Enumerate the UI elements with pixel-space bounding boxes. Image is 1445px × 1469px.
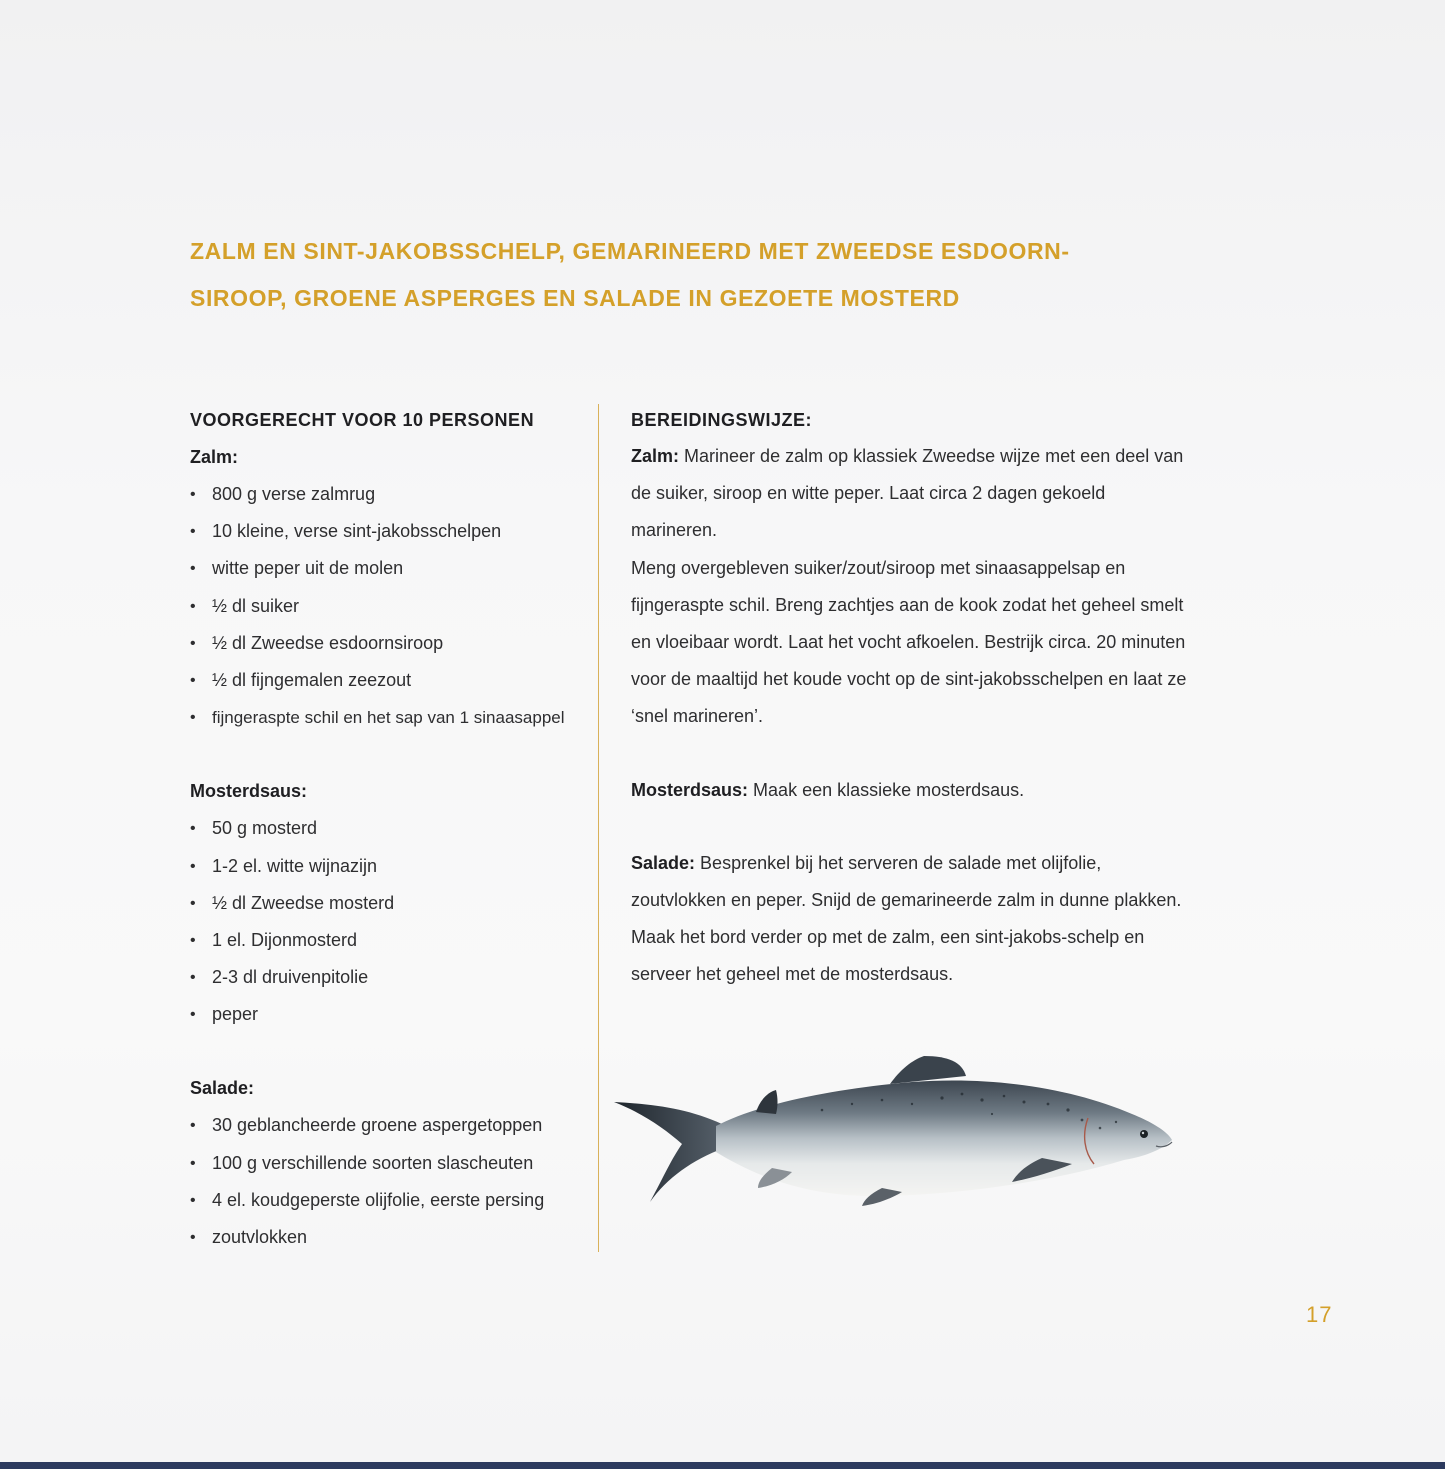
zalm-method-label: Zalm:	[631, 446, 680, 466]
list-item: • 100 g verschillende soorten slascheuten	[190, 1145, 590, 1182]
bullet-icon: •	[190, 634, 196, 652]
bullet-icon: •	[190, 597, 196, 615]
method-heading: BEREIDINGSWIJZE:	[631, 410, 813, 430]
ingredients-column	[190, 402, 590, 1256]
zalm-method-continued: Meng overgebleven suiker/zout/siroop met sinaasappelsap en fijngeraspte schil. Breng zachtjes aan de kook zodat het geheel smelt en vloeibaar wordt. Laat het vocht afkoelen. Bestrijk circa. 20 minuten voor de maaltijd het koude vocht op de sint-jakobsschelpen en laat ze ‘snel marineren’.	[631, 557, 1187, 727]
bullet-icon: •	[190, 1229, 196, 1246]
column-divider	[598, 404, 599, 1252]
zalm-method-text: Marineer de zalm op klassiek Zweedse wijze met een deel van de suiker, siroop en witte peper. Laat circa 2 dagen gekoeld marineren.	[631, 446, 1184, 541]
dorsal-fin-icon	[890, 1056, 966, 1084]
servings-heading: VOORGERECHT VOOR 10 PERSONEN	[190, 410, 535, 430]
zalm-ingredients-label: Zalm:	[190, 447, 239, 467]
tail-fin-icon	[614, 1102, 724, 1202]
mosterdsaus-ingredients-label: Mosterdsaus:	[190, 781, 308, 802]
bullet-icon: •	[190, 523, 196, 541]
page-number: 17	[1306, 1302, 1333, 1327]
list-item: • 4 el. koudgeperste olijfolie, eerste persing	[190, 1182, 590, 1219]
bullet-icon: •	[190, 969, 196, 987]
list-item: • witte peper uit de molen	[190, 550, 590, 587]
list-item: • 1 el. Dijonmosterd	[190, 922, 590, 959]
list-item: • ½ dl Zweedse esdoornsiroop	[190, 625, 590, 662]
bullet-icon: •	[190, 1191, 196, 1209]
cover-edge	[0, 1462, 1445, 1469]
list-item: • 1-2 el. witte wijnazijn	[190, 848, 590, 885]
bullet-icon: •	[190, 820, 196, 838]
bullet-icon: •	[190, 1006, 196, 1024]
list-item: • 800 g verse zalmrug	[190, 476, 590, 513]
mosterdsaus-method-text: Maak een klassieke mosterdsaus.	[753, 779, 1025, 800]
salade-method-text: Besprenkel bij het serveren de salade met olijfolie, zoutvlokken en peper. Snijd de gemarineerde zalm in dunne plakken. Maak het bord verder op met de zalm, een sint-jakobs-schelp en serveer het geheel met de mosterdsaus.	[631, 852, 1182, 985]
bullet-icon: •	[190, 1154, 196, 1172]
bullet-icon: •	[190, 671, 196, 689]
list-item: • 30 geblancheerde groene aspergetoppen	[190, 1107, 590, 1144]
bullet-icon: •	[190, 894, 196, 912]
zalm-ingredients-list	[190, 476, 590, 736]
list-item: • 2-3 dl druivenpitolie	[190, 959, 590, 996]
bullet-icon: •	[190, 709, 196, 727]
list-item: • fijngeraspte schil en het sap van 1 sinaasappel	[190, 699, 590, 736]
method-column	[631, 402, 1191, 994]
recipe-title	[190, 228, 1150, 322]
recipe-title-line-1: ZALM EN SINT-JAKOBSSCHELP, GEMARINEERD MET ZWEEDSE ESDOORN-	[190, 238, 1070, 264]
salade-method	[631, 845, 1191, 994]
salade-ingredients-list	[190, 1107, 590, 1256]
list-item: • peper	[190, 996, 590, 1033]
bullet-icon: •	[190, 1117, 196, 1135]
bullet-icon: •	[190, 486, 196, 503]
list-item: • 50 g mosterd	[190, 810, 590, 847]
list-item: • ½ dl fijngemalen zeezout	[190, 662, 590, 699]
salade-ingredients-label: Salade:	[190, 1078, 255, 1099]
list-item: • ½ dl suiker	[190, 588, 590, 625]
bullet-icon: •	[190, 931, 196, 949]
eye-icon	[1140, 1130, 1148, 1138]
bullet-icon: •	[190, 857, 196, 875]
list-item: • zoutvlokken	[190, 1219, 590, 1256]
list-item: • ½ dl Zweedse mosterd	[190, 885, 590, 922]
mosterdsaus-method	[631, 772, 1191, 809]
fish-body-icon	[716, 1080, 1172, 1196]
salade-method-label: Salade:	[631, 852, 696, 873]
salmon-illustration	[612, 1048, 1178, 1208]
mosterdsaus-method-label: Mosterdsaus:	[631, 779, 749, 800]
recipe-title-line-2: SIROOP, GROENE ASPERGES EN SALADE IN GEZOETE MOSTERD	[190, 285, 960, 311]
bullet-icon: •	[190, 560, 196, 578]
mosterdsaus-ingredients-list	[190, 810, 590, 1033]
zalm-method	[631, 438, 1191, 550]
list-item: • 10 kleine, verse sint-jakobsschelpen	[190, 513, 590, 550]
